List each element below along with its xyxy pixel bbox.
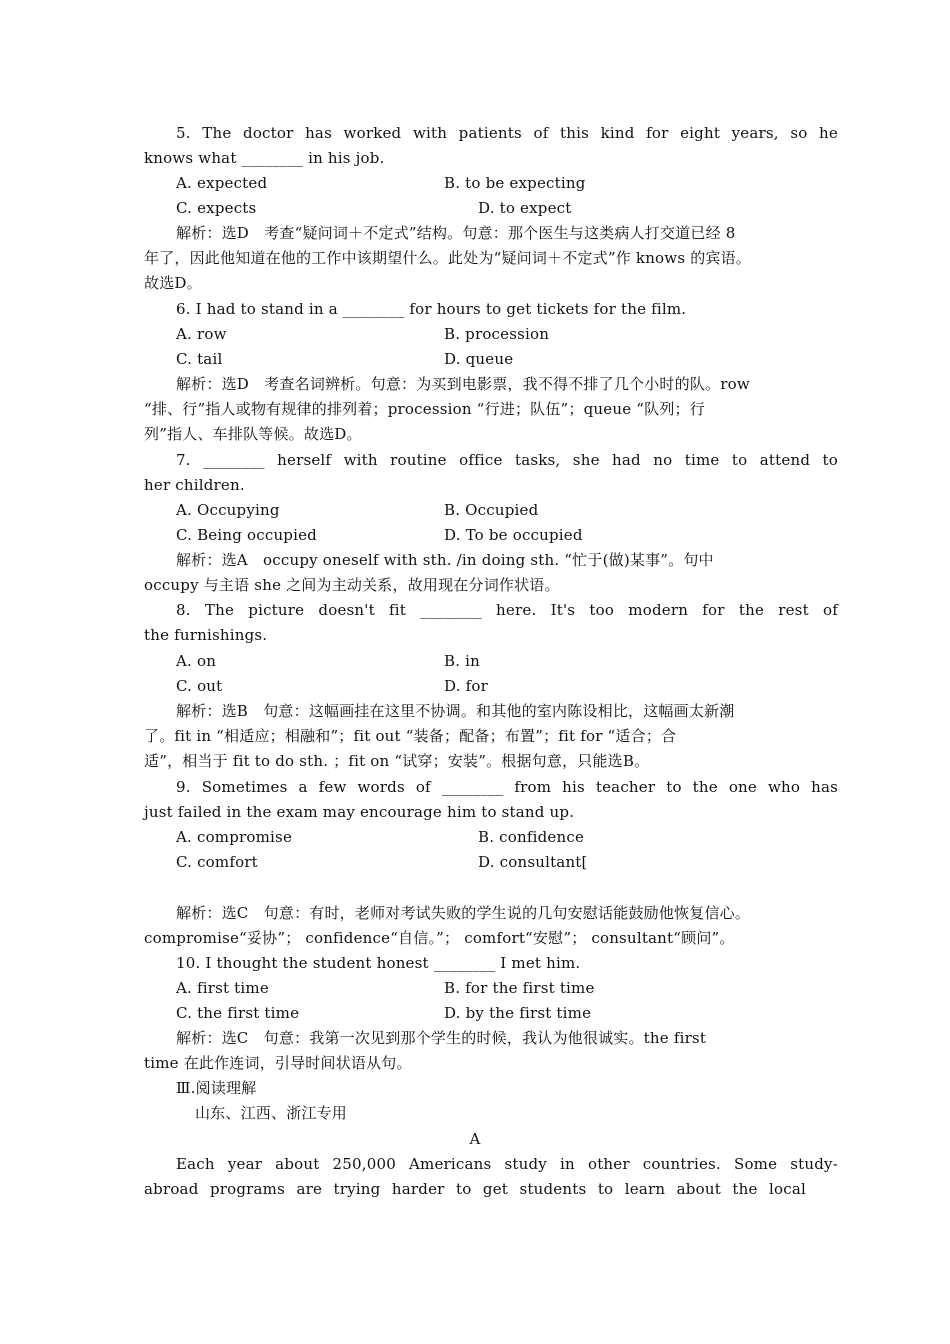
section-heading: Ⅲ.阅读理解 <box>176 1079 257 1097</box>
question-7-option-c: C. Being occupied <box>176 526 317 544</box>
question-7-stem: 7. ________ herself with routine office tasks, she had no time to attend to <box>176 451 838 469</box>
question-6-option-d: D. queue <box>444 350 514 368</box>
question-8-option-d: D. for <box>444 677 488 695</box>
question-9-stem: 9. Sometimes a few words of ________ from his teacher to the one who has <box>176 778 838 796</box>
question-10-analysis-cont: time 在此作连词，引导时间状语从句。 <box>144 1054 412 1072</box>
question-5-option-a: A. expected <box>176 174 268 192</box>
question-5-stem-cont: knows what ________ in his job. <box>144 149 385 167</box>
question-8-stem: 8. The picture doesn't fit ________ here. It's too modern for the rest of <box>176 601 838 619</box>
question-5-analysis-end: 故选D。 <box>144 274 202 292</box>
question-8-analysis-cont: 了。fit in “相适应；相融和”；fit out “装备；配备；布置”；fit for “适合；合 <box>144 727 677 745</box>
question-7-analysis: 解析：选A occupy oneself with sth. /in doing sth. “忙于(做)某事”。句中 <box>176 551 714 569</box>
question-7-option-d: D. To be occupied <box>444 526 583 544</box>
question-8-option-c: C. out <box>176 677 223 695</box>
question-10-option-d: D. by the first time <box>444 1004 592 1022</box>
question-10-stem: 10. I thought the student honest ________ I met him. <box>176 954 581 972</box>
question-10-option-a: A. first time <box>176 979 269 997</box>
passage-label: A <box>469 1130 481 1148</box>
question-9-option-a: A. compromise <box>176 828 293 846</box>
question-9-analysis-cont: compromise“妥协”； confidence“自信。”； comfort“安慰”； consultant“顾问”。 <box>144 929 735 947</box>
question-6-option-b: B. procession <box>444 325 550 343</box>
question-9-option-b: B. confidence <box>478 828 585 846</box>
question-6-stem: 6. I had to stand in a ________ for hours to get tickets for the film. <box>176 300 687 318</box>
passage-line-1: Each year about 250,000 Americans study in other countries. Some study- <box>176 1155 838 1173</box>
question-9-analysis: 解析：选C 句意：有时，老师对考试失败的学生说的几句安慰话能鼓励他恢复信心。 <box>176 904 751 922</box>
question-5-option-b: B. to be expecting <box>444 174 586 192</box>
question-7-option-a: A. Occupying <box>176 501 280 519</box>
question-10-option-b: B. for the first time <box>444 979 595 997</box>
question-8-analysis: 解析：选B 句意：这幅画挂在这里不协调。和其他的室内陈设相比，这幅画太新潮 <box>176 702 735 720</box>
question-8-option-a: A. on <box>176 652 217 670</box>
question-6-analysis-cont: “排、行”指人或物有规律的排列着；procession “行进；队伍”；queue “队列；行 <box>144 400 705 418</box>
question-8-analysis-end: 适”，相当于 fit to do sth. ；fit on “试穿；安装”。根据句意，只能选B。 <box>144 752 650 770</box>
question-8-stem-cont: the furnishings. <box>144 626 268 644</box>
question-7-stem-cont: her children. <box>144 476 245 494</box>
question-5-option-d: D. to expect <box>478 199 572 217</box>
question-7-option-b: B. Occupied <box>444 501 539 519</box>
question-9-stem-cont: just failed in the exam may encourage him to stand up. <box>144 803 575 821</box>
section-subheading: 山东、江西、浙江专用 <box>195 1104 348 1122</box>
question-7-analysis-cont: occupy 与主语 she 之间为主动关系，故用现在分词作状语。 <box>144 576 560 594</box>
question-5-analysis: 解析：选D 考查“疑问词＋不定式”结构。句意：那个医生与这类病人打交道已经 8 <box>176 224 736 242</box>
question-6-analysis: 解析：选D 考查名词辨析。句意：为买到电影票，我不得不排了几个小时的队。row <box>176 375 750 393</box>
question-5-analysis-cont: 年了，因此他知道在他的工作中该期望什么。此处为“疑问词＋不定式”作 knows 的宾语。 <box>144 249 751 267</box>
question-5-stem: 5. The doctor has worked with patients of this kind for eight years, so he <box>176 124 838 142</box>
question-9-option-c: C. comfort <box>176 853 258 871</box>
question-9-option-d: D. consultant[ <box>478 853 588 871</box>
passage-line-2: abroad programs are trying harder to get students to learn about the local <box>144 1180 806 1198</box>
question-10-option-c: C. the first time <box>176 1004 300 1022</box>
question-10-analysis: 解析：选C 句意：我第一次见到那个学生的时候，我认为他很诚实。the first <box>176 1029 707 1047</box>
question-8-option-b: B. in <box>444 652 481 670</box>
question-5-option-c: C. expects <box>176 199 257 217</box>
question-6-option-a: A. row <box>176 325 227 343</box>
question-6-analysis-end: 列”指人、车排队等候。故选D。 <box>144 425 362 443</box>
question-6-option-c: C. tail <box>176 350 223 368</box>
